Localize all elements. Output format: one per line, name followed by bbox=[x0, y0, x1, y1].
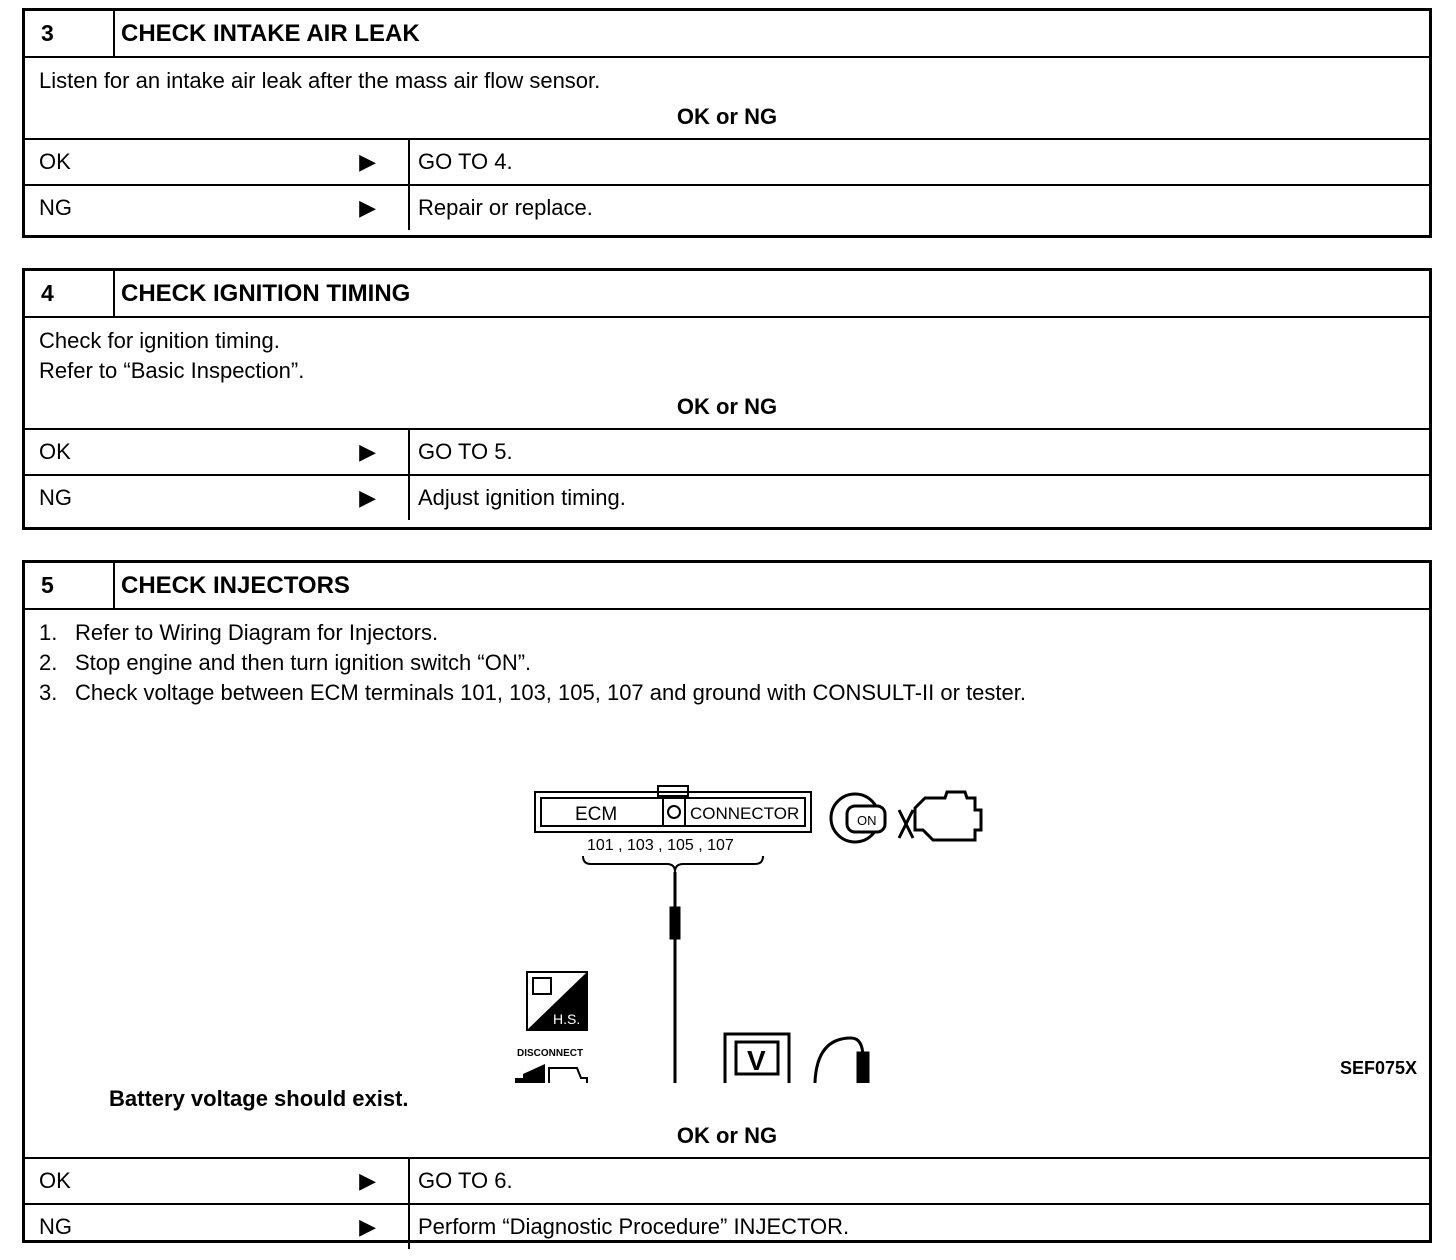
step-body bbox=[25, 610, 1429, 708]
instruction-line: Listen for an intake air leak after the mass air flow sensor. bbox=[39, 68, 601, 93]
arrow-right-icon: ▶ bbox=[359, 149, 376, 174]
step-title: CHECK IGNITION TIMING bbox=[121, 279, 411, 307]
list-item: 1. Refer to Wiring Diagram for Injectors. bbox=[39, 620, 439, 645]
list-item: 2. Stop engine and then turn ignition switch “ON”. bbox=[39, 650, 532, 675]
result-label: OK bbox=[39, 439, 71, 464]
result-action: GO TO 5. bbox=[418, 439, 513, 464]
section-4 bbox=[22, 268, 1432, 530]
result-action: GO TO 4. bbox=[418, 149, 513, 174]
instruction-line: Refer to “Basic Inspection”. bbox=[39, 358, 305, 383]
instruction-line: Check for ignition timing. bbox=[39, 328, 280, 353]
result-label: OK bbox=[39, 149, 71, 174]
step-title: CHECK INTAKE AIR LEAK bbox=[121, 19, 420, 47]
figure-code: SEF075X bbox=[1339, 1058, 1417, 1078]
steps-list bbox=[39, 618, 1415, 708]
diagram-svg bbox=[25, 708, 1425, 1083]
result-label: NG bbox=[39, 195, 72, 220]
ok-or-ng-label: OK or NG bbox=[25, 1115, 1429, 1159]
arrow-right-icon: ▶ bbox=[359, 1168, 376, 1193]
arrow-right-icon: ▶ bbox=[359, 1214, 376, 1239]
result-action: GO TO 6. bbox=[418, 1168, 513, 1193]
result-action: Perform “Diagnostic Procedure” INJECTOR. bbox=[418, 1214, 850, 1239]
result-action: Repair or replace. bbox=[418, 195, 593, 220]
arrow-right-icon: ▶ bbox=[359, 485, 376, 510]
result-label: OK bbox=[39, 1168, 71, 1193]
step-body bbox=[25, 58, 1429, 96]
ecm-label: ECM bbox=[575, 804, 618, 825]
result-action: Adjust ignition timing. bbox=[418, 485, 626, 510]
step-title: CHECK INJECTORS bbox=[121, 571, 350, 599]
disconnect-label: DISCONNECT bbox=[517, 1048, 584, 1059]
section-3 bbox=[22, 8, 1432, 238]
step-number: 5 bbox=[25, 563, 115, 608]
step-body bbox=[25, 318, 1429, 386]
section-header bbox=[25, 11, 1429, 58]
terminals-label: 101 , 103 , 105 , 107 bbox=[587, 837, 734, 854]
ok-or-ng-label: OK or NG bbox=[25, 96, 1429, 140]
result-row-ok bbox=[25, 1159, 1429, 1203]
ground-lead bbox=[781, 1038, 868, 1083]
terminal-bracket bbox=[583, 856, 763, 872]
voltage-check-diagram bbox=[25, 708, 1429, 1083]
connector-label: CONNECTOR bbox=[690, 804, 800, 823]
hs-label: H.S. bbox=[553, 1011, 581, 1027]
ok-or-ng-label: OK or NG bbox=[25, 386, 1429, 430]
result-row-ok bbox=[25, 430, 1429, 474]
result-row-ng bbox=[25, 1203, 1429, 1249]
arrow-right-icon: ▶ bbox=[359, 195, 376, 220]
result-label: NG bbox=[39, 485, 72, 510]
switch-on-label: ON bbox=[857, 813, 877, 828]
step-number: 4 bbox=[25, 271, 115, 316]
result-row-ng bbox=[25, 474, 1429, 520]
result-label: NG bbox=[39, 1214, 72, 1239]
step-number: 3 bbox=[25, 11, 115, 56]
section-header bbox=[25, 271, 1429, 318]
list-item: 3. Check voltage between ECM terminals 101, 103, 105, 107 and ground with CONSULT-II or tester. bbox=[39, 680, 1026, 705]
voltmeter-v-label: V bbox=[747, 1045, 766, 1076]
section-5 bbox=[22, 560, 1432, 1243]
result-row-ok bbox=[25, 140, 1429, 184]
arrow-right-icon: ▶ bbox=[359, 439, 376, 464]
expected-result-note: Battery voltage should exist. bbox=[109, 1086, 409, 1111]
engine-icon bbox=[899, 792, 981, 840]
disconnect-icon bbox=[515, 1064, 587, 1083]
test-lead bbox=[671, 872, 737, 1083]
section-header bbox=[25, 563, 1429, 610]
result-row-ng bbox=[25, 184, 1429, 230]
